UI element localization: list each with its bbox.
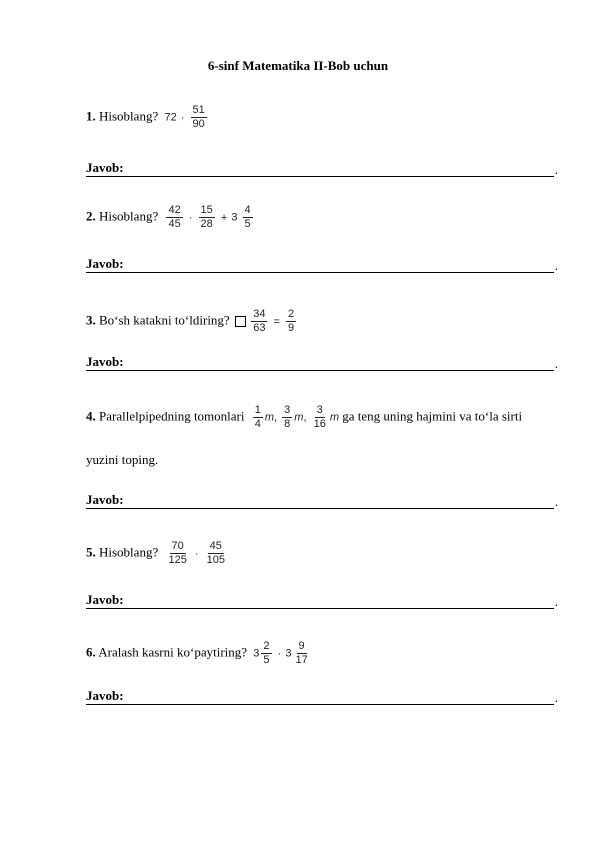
expression xyxy=(164,204,254,231)
fraction: $\frac{51}{90}$ xyxy=(192,104,205,130)
problem-number: 6. xyxy=(86,644,96,660)
answer-line-5[interactable]: Javob: . xyxy=(86,592,558,609)
whole-number: 72 xyxy=(164,111,177,124)
problem-text: Parallelpipedning tomonlari xyxy=(99,408,245,424)
problem-number: 4. xyxy=(86,408,96,424)
fraction: $\frac{9}{17}$ xyxy=(295,640,308,666)
operator: · xyxy=(180,111,185,124)
problem-number: 3. xyxy=(86,312,96,328)
fraction: $\frac{70}{125}$ xyxy=(168,540,187,566)
problem-number: 2. xyxy=(86,208,96,224)
problem-6 xyxy=(86,640,556,666)
problem-text-continuation: yuzini toping. xyxy=(86,452,159,467)
problem-4 xyxy=(86,404,558,430)
fraction: $\frac{1}{4}$ xyxy=(254,404,261,430)
fraction: $\frac{45}{105}$ xyxy=(206,540,225,566)
answer-line-3[interactable]: Javob: . xyxy=(86,354,558,371)
expression: $\frac{1}{4}$ m, $\frac{3}{8}$ m, $\frac{3}{16}$ m xyxy=(254,404,340,430)
answer-line-6[interactable]: Javob: . xyxy=(86,688,558,705)
fraction: $\frac{3}{8}$ xyxy=(284,404,291,430)
fraction: $\frac{42}{45}$ xyxy=(168,204,181,230)
problem-1 xyxy=(86,104,556,130)
problem-2 xyxy=(86,204,556,230)
operator: · xyxy=(277,647,282,660)
problem-number: 1. xyxy=(86,108,96,124)
operator: = xyxy=(273,315,280,328)
fraction: $\frac{4}{5}$ xyxy=(244,204,251,230)
fraction: $\frac{2}{9}$ xyxy=(288,308,295,334)
expression xyxy=(253,640,311,667)
empty-box[interactable] xyxy=(235,316,246,327)
problem-text: Hisoblang? xyxy=(99,544,159,560)
fraction: $\frac{2}{5}$ xyxy=(263,640,270,666)
problem-text: Hisoblang? xyxy=(99,208,159,224)
fraction: $\frac{3}{16}$ xyxy=(313,404,326,430)
problem-text-tail: ga teng uning hajmini va to‘la sirti xyxy=(342,408,523,424)
answer-line-2[interactable]: Javob: . xyxy=(86,256,558,273)
problem-text: Hisoblang? xyxy=(99,108,159,124)
operator: + xyxy=(220,211,228,224)
expression xyxy=(249,308,298,335)
problem-number: 5. xyxy=(86,544,96,560)
problem-5 xyxy=(86,540,556,566)
problem-text: Aralash kasrni ko‘paytiring? xyxy=(98,644,248,660)
expression xyxy=(164,104,208,131)
whole-number: 3 xyxy=(285,647,292,660)
operator: · xyxy=(194,547,199,560)
whole-number: 3 xyxy=(253,647,260,660)
answer-line-4[interactable]: Javob: . xyxy=(86,492,558,509)
fraction: $\frac{34}{63}$ xyxy=(253,308,266,334)
page-title: 6-sinf Matematika II-Bob uchun xyxy=(207,58,389,73)
operator: · xyxy=(188,211,193,224)
answer-line-1[interactable]: Javob: . xyxy=(86,160,558,177)
expression xyxy=(164,540,229,567)
problem-text: Bo‘sh katakni to‘ldiring? xyxy=(99,312,230,328)
fraction: $\frac{15}{28}$ xyxy=(200,204,213,230)
problem-3 xyxy=(86,308,556,334)
whole-number: 3 xyxy=(231,211,238,224)
